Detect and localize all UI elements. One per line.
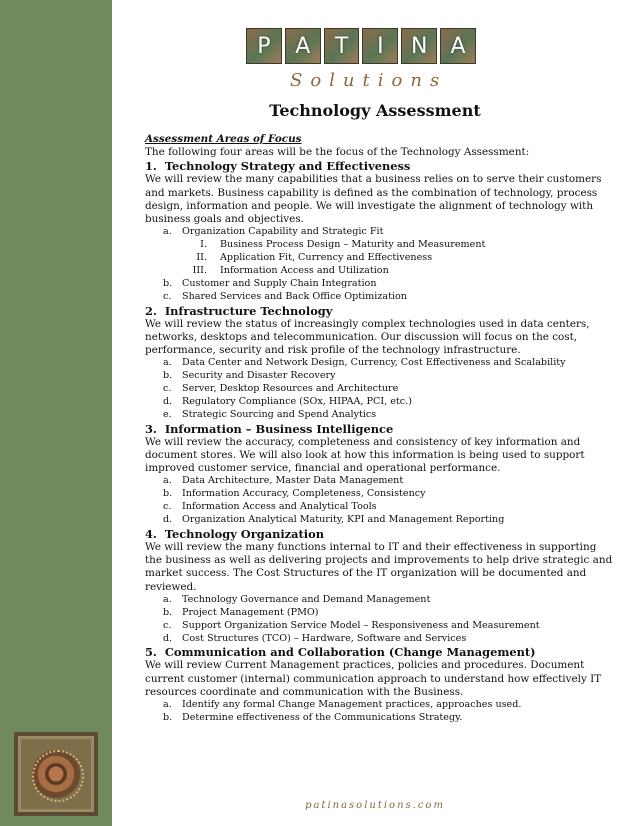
list-item-text: Security and Disaster Recovery bbox=[182, 370, 336, 382]
list-marker: a. bbox=[163, 226, 172, 238]
section-list bbox=[145, 226, 615, 239]
list-item-text: Strategic Sourcing and Spend Analytics bbox=[182, 408, 377, 420]
list-marker: a. bbox=[163, 593, 172, 605]
list-marker: a. bbox=[163, 475, 172, 487]
logo-letter: I bbox=[362, 28, 398, 64]
list-item-text: Determine effectiveness of the Communications Strategy. bbox=[182, 711, 463, 723]
list-item bbox=[145, 357, 615, 370]
section-list bbox=[145, 475, 615, 527]
list-marker: a. bbox=[163, 357, 172, 369]
list-item bbox=[145, 712, 615, 725]
list-item bbox=[145, 620, 615, 633]
list-item-text: Data Center and Network Design, Currency, Cost Effectiveness and Scalability bbox=[182, 357, 566, 369]
list-marker: b. bbox=[163, 488, 173, 500]
logo-letter: T bbox=[324, 28, 360, 64]
list-item-text: Cost Structures (TCO) – Hardware, Software and Services bbox=[182, 632, 467, 644]
section-body: We will review the many functions internal to IT and their effectiveness in supporting the business as well as delivering projects and improvements to help drive strategic and market success. The Cost Structures of the IT organization will be documented and reviewed. bbox=[145, 541, 613, 593]
section-body: We will review the status of increasingly complex technologies used in data centers, networks, desktops and telecommunication. Our discussion will focus on the cost, performance, security and risk profile of the technology infrastructure. bbox=[145, 317, 590, 357]
section-heading: 5. Communication and Collaboration (Change Management) bbox=[145, 645, 536, 660]
list-item-text: Organization Analytical Maturity, KPI and Management Reporting bbox=[182, 514, 505, 526]
logo-letter: A bbox=[440, 28, 476, 64]
list-item-text: Server, Desktop Resources and Architecture bbox=[182, 383, 399, 395]
footer-website: patinasolutions.com bbox=[305, 800, 445, 811]
list-item bbox=[145, 409, 615, 422]
list-marker: a. bbox=[163, 699, 172, 711]
list-marker: c. bbox=[163, 619, 172, 631]
list-item bbox=[145, 607, 615, 620]
section-body: We will review the accuracy, completeness and consistency of key information and document stores. We will also look at how this information is being used to support improved customer service, financial and operational performance. bbox=[145, 435, 585, 475]
list-item bbox=[145, 291, 615, 304]
list-item-text: Information Accuracy, Completeness, Consistency bbox=[182, 488, 426, 500]
list-item-text: Technology Governance and Demand Management bbox=[182, 593, 431, 605]
list-item bbox=[145, 265, 615, 278]
list-item-text: Support Organization Service Model – Responsiveness and Measurement bbox=[182, 619, 540, 631]
list-item-text: Regulatory Compliance (SOx, HIPAA, PCI, etc.) bbox=[182, 395, 412, 407]
list-marker: I. bbox=[200, 239, 207, 251]
section-heading: 3. Information – Business Intelligence bbox=[145, 421, 394, 436]
logo-letter: N bbox=[401, 28, 437, 64]
list-marker: III. bbox=[192, 264, 207, 276]
document-body bbox=[145, 133, 615, 725]
intro-text: The following four areas will be the focus of the Technology Assessment: bbox=[145, 146, 530, 159]
list-marker: b. bbox=[163, 711, 173, 723]
section-body: We will review Current Management practices, policies and procedures. Document current customer (internal) communication approach to understand how effectively IT resources coordinate and communication with the Business. bbox=[145, 659, 602, 698]
list-marker: d. bbox=[163, 632, 173, 644]
list-item bbox=[145, 278, 615, 291]
list-marker: II. bbox=[196, 252, 207, 264]
list-item bbox=[145, 488, 615, 501]
patina-logo bbox=[246, 28, 476, 68]
list-item bbox=[145, 252, 615, 265]
list-item bbox=[145, 501, 615, 514]
decorative-tile-image bbox=[14, 732, 98, 816]
list-item-text: Application Fit, Currency and Effectiveness bbox=[220, 252, 433, 264]
list-item-text: Organization Capability and Strategic Fit bbox=[182, 226, 384, 238]
list-item-text: Shared Services and Back Office Optimization bbox=[182, 290, 407, 302]
roman-list bbox=[145, 239, 615, 278]
list-item-text: Information Access and Utilization bbox=[220, 264, 389, 276]
list-item-text: Information Access and Analytical Tools bbox=[182, 501, 377, 513]
section-body: We will review the many capabilities that a business relies on to serve their customers and markets. Business capability is defined as the combination of technology, process design, information and people. We will investigate the alignment of technology with business goals and objectives. bbox=[145, 173, 602, 226]
list-item bbox=[145, 699, 615, 712]
list-marker: d. bbox=[163, 514, 173, 526]
list-marker: b. bbox=[163, 606, 173, 618]
list-marker: d. bbox=[163, 395, 173, 407]
list-marker: c. bbox=[163, 383, 172, 395]
list-item bbox=[145, 370, 615, 383]
logo-subtitle: Solutions bbox=[290, 70, 448, 91]
list-item bbox=[145, 594, 615, 607]
logo-letter: P bbox=[246, 28, 282, 64]
list-item bbox=[145, 226, 615, 239]
list-marker: b. bbox=[163, 370, 173, 382]
list-item-text: Data Architecture, Master Data Management bbox=[182, 475, 404, 487]
list-item-text: Identify any formal Change Management practices, approaches used. bbox=[182, 699, 522, 711]
section-list bbox=[145, 278, 615, 304]
list-marker: c. bbox=[163, 290, 172, 302]
logo-letter: A bbox=[285, 28, 321, 64]
list-item bbox=[145, 475, 615, 488]
section-heading: 2. Infrastructure Technology bbox=[145, 303, 333, 318]
section-list bbox=[145, 594, 615, 646]
section-list bbox=[145, 357, 615, 422]
list-marker: b. bbox=[163, 277, 173, 289]
section-list bbox=[145, 699, 615, 725]
section-heading: 1. Technology Strategy and Effectiveness bbox=[145, 159, 411, 174]
list-item-text: Project Management (PMO) bbox=[182, 606, 319, 618]
list-item bbox=[145, 633, 615, 646]
list-item bbox=[145, 239, 615, 252]
list-item bbox=[145, 396, 615, 409]
list-item-text: Customer and Supply Chain Integration bbox=[182, 277, 377, 289]
list-item-text: Business Process Design – Maturity and Measurement bbox=[220, 239, 486, 251]
list-item bbox=[145, 514, 615, 527]
intro-heading: Assessment Areas of Focus bbox=[145, 133, 302, 145]
list-marker: c. bbox=[163, 501, 172, 513]
section-heading: 4. Technology Organization bbox=[145, 527, 325, 542]
list-marker: e. bbox=[163, 408, 172, 420]
page-title: Technology Assessment bbox=[269, 101, 481, 120]
list-item bbox=[145, 383, 615, 396]
green-sidebar bbox=[0, 0, 112, 826]
